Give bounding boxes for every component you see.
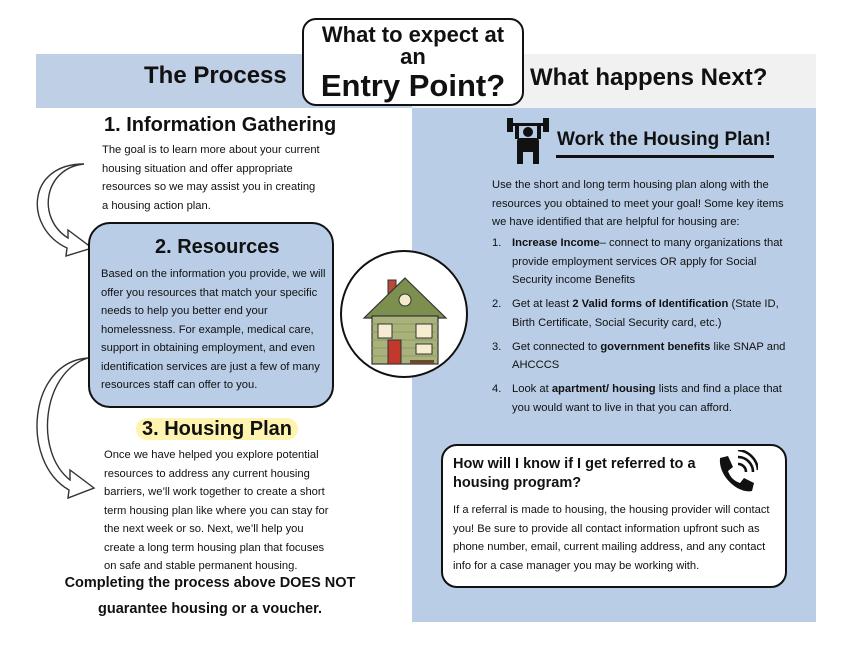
work-housing-plan-heading: Work the Housing Plan! <box>557 129 771 150</box>
list-item-bold: 2 Valid forms of Identification <box>572 298 729 310</box>
house-icon <box>360 268 450 368</box>
list-item <box>512 380 798 417</box>
list-item <box>512 234 798 290</box>
list-item-rest: like SNAP and AHCCCS <box>512 340 786 371</box>
weightlifter-icon <box>505 116 551 166</box>
list-item <box>512 338 798 375</box>
phone-ringing-icon <box>714 450 758 496</box>
list-item-pre: Get connected to <box>512 340 601 353</box>
step-1-body: The goal is to learn more about your current housing situation and offer appropriate resources so we may assist you in creating a housing action plan. <box>102 144 320 212</box>
step-1-heading: 1. Information Gathering <box>104 114 337 136</box>
list-item-bold: Increase Income <box>512 237 600 249</box>
disclaimer-text: Completing the process above DOES NOT guarantee housing or a voucher. <box>64 575 356 617</box>
list-item-rest: (State ID, Birth Certificate, Social Security card, etc.) <box>512 298 779 329</box>
heading-underline <box>556 155 774 158</box>
step-3-body: Once we have helped you explore potential resources to address any current housing barriers, we’ll work together to create a short term housing plan like where you can stay for the next week or so. Next, we’ll help you create a long term housing plan that focuses on safe and stable permanent housing. <box>104 449 329 572</box>
referral-body: If a referral is made to housing, the housing provider will contact you! Be sure to provide all contact information upfront such as phone number, email, current mailing address, and any contact info for a case manager you may be working with. <box>453 504 770 572</box>
list-item-bold: government benefits <box>600 340 711 353</box>
list-item <box>512 295 798 332</box>
step-2-heading: 2. Resources <box>155 236 280 258</box>
list-item-bold: apartment/ housing <box>551 383 656 395</box>
step-3-heading <box>136 418 298 441</box>
the-process-heading: The Process <box>144 62 287 89</box>
referral-question: How will I know if I get referred to a housing program? <box>453 456 696 491</box>
title-line-1: What to expect at <box>321 22 505 47</box>
page-title-box <box>302 18 524 106</box>
list-item-rest: – connect to many organizations that provide employment services OR apply for Social Security income Benefits <box>512 237 783 286</box>
step-2-body: Based on the information you provide, we will offer you resources that match your specific needs to help you better end your homelessness. For example, medical care, support in obtaining employment, and even identification services are just a few of many resources staff can offer to you. <box>101 268 326 391</box>
what-happens-next-heading: What happens Next? <box>530 64 768 91</box>
list-item-pre: Look at <box>512 383 552 395</box>
step-3-heading-text: 3. Housing Plan <box>136 418 298 440</box>
title-line-3: Entry Point? <box>320 68 506 103</box>
title-line-2: an <box>400 44 426 69</box>
key-items-list <box>492 234 798 423</box>
list-item-pre: Get at least <box>512 298 573 310</box>
list-item-rest: lists and find a place that you would want to live in that you can afford. <box>512 383 782 414</box>
right-intro-text: Use the short and long term housing plan along with the resources you obtained to meet your goal! Some key items we have identified that are helpful for housing are: <box>492 179 784 228</box>
